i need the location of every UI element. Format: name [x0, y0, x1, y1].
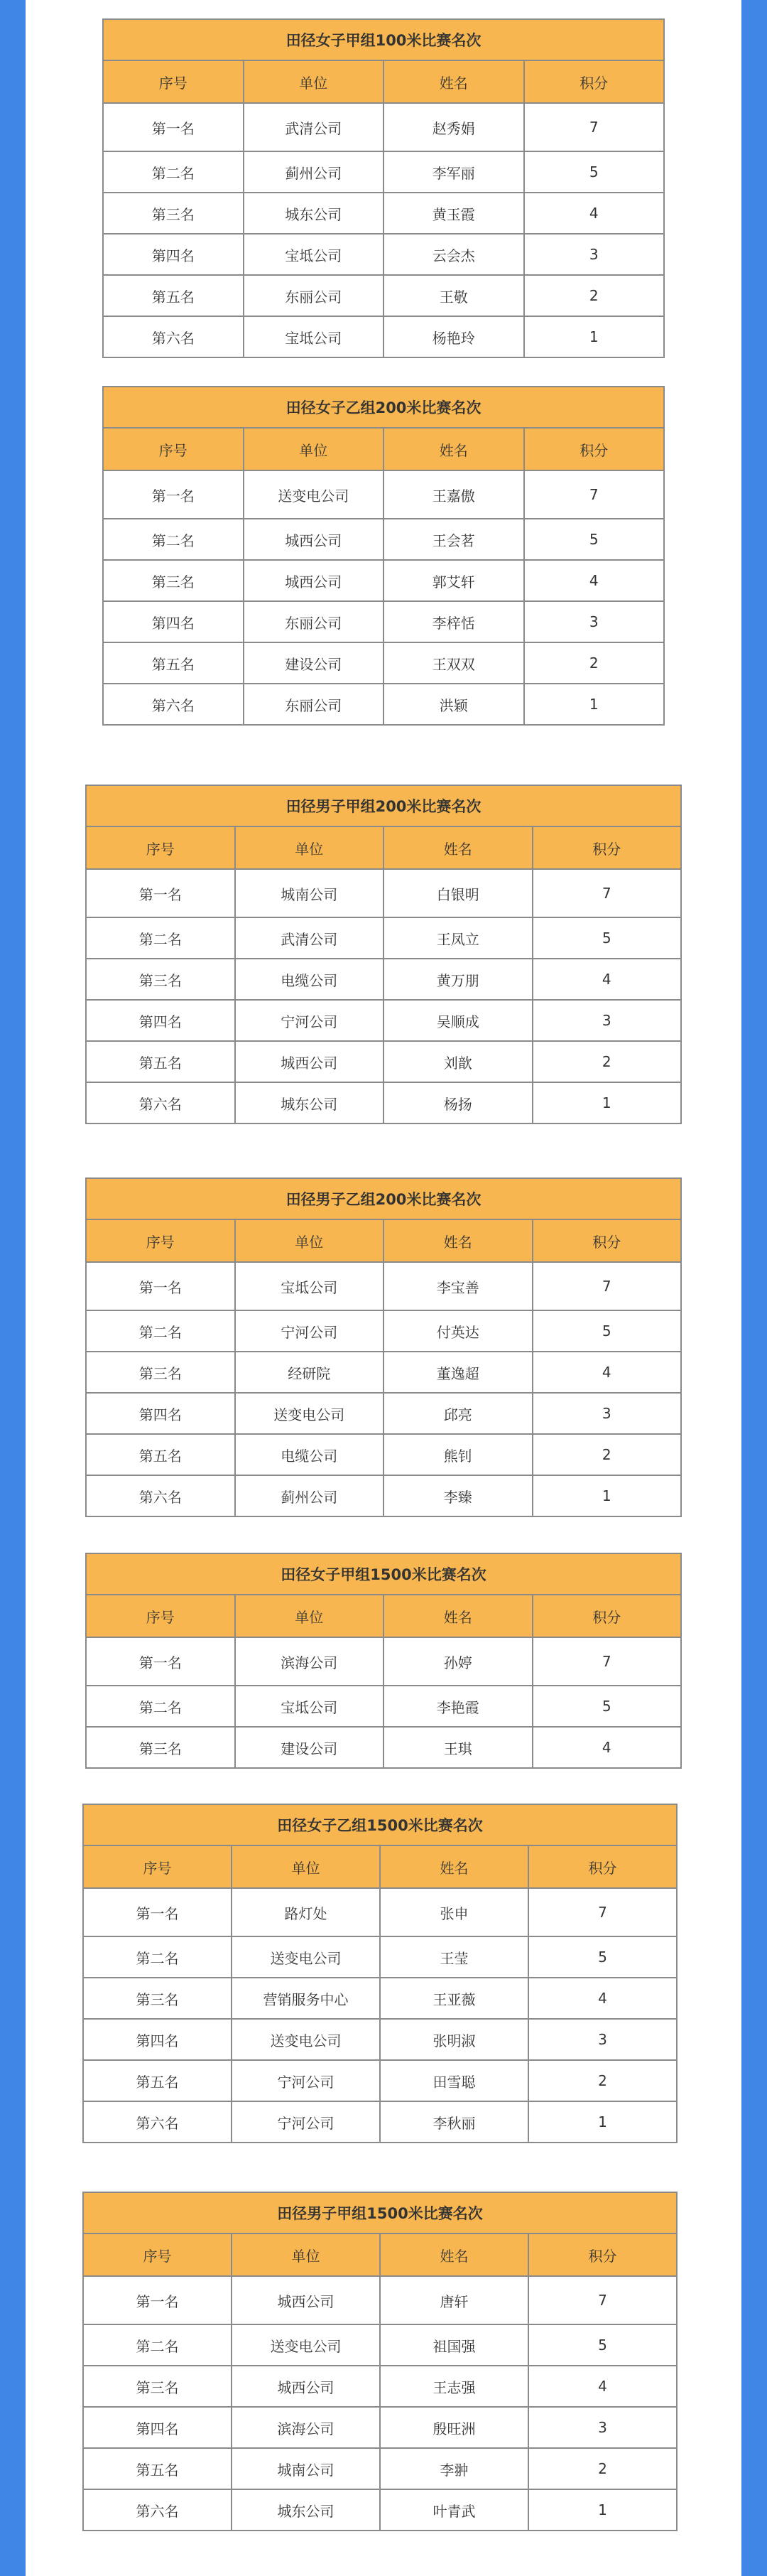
cell-points: 3 [528, 2019, 677, 2060]
cell-rank: 第三名 [86, 1352, 235, 1393]
cell-unit: 蓟州公司 [235, 1475, 384, 1516]
cell-name: 李艳霞 [384, 1686, 533, 1727]
cell-name: 李军丽 [384, 151, 524, 193]
column-header-unit: 单位 [244, 60, 384, 103]
cell-unit: 宝坻公司 [244, 316, 384, 357]
cell-rank: 第二名 [103, 519, 244, 560]
cell-points: 5 [533, 917, 682, 959]
cell-unit: 路灯处 [232, 1888, 380, 1936]
cell-rank: 第六名 [103, 316, 244, 357]
cell-name: 白银明 [384, 869, 533, 917]
cell-name: 王凤立 [384, 917, 533, 959]
cell-name: 田雪聪 [380, 2060, 528, 2101]
column-header-rank: 序号 [86, 826, 235, 869]
cell-unit: 武清公司 [235, 917, 384, 959]
column-header-unit: 单位 [235, 1595, 384, 1637]
cell-points: 4 [533, 959, 682, 1000]
cell-name: 赵秀娟 [384, 103, 524, 151]
cell-name: 王会茗 [384, 519, 524, 560]
cell-unit: 滨海公司 [232, 2407, 380, 2448]
column-header-name: 姓名 [384, 826, 533, 869]
cell-unit: 送变电公司 [232, 2324, 380, 2366]
cell-unit: 宝坻公司 [235, 1262, 384, 1310]
cell-rank: 第四名 [86, 1000, 235, 1041]
cell-points: 7 [533, 869, 682, 917]
table-row [103, 601, 664, 642]
cell-points: 4 [533, 1352, 682, 1393]
column-header-points: 积分 [533, 826, 682, 869]
column-header-name: 姓名 [384, 428, 524, 470]
table-title: 田径女子甲组1500米比赛名次 [86, 1553, 681, 1595]
cell-points: 3 [524, 601, 665, 642]
cell-name: 李臻 [384, 1475, 533, 1516]
cell-points: 5 [533, 1310, 682, 1352]
cell-unit: 城西公司 [244, 519, 384, 560]
cell-rank: 第一名 [86, 1262, 235, 1310]
cell-name: 刘歆 [384, 1041, 533, 1082]
column-header-rank: 序号 [103, 428, 244, 470]
cell-points: 7 [524, 470, 665, 519]
cell-points: 3 [524, 234, 665, 275]
cell-points: 1 [528, 2489, 677, 2531]
table-row [83, 1978, 677, 2019]
column-header-rank: 序号 [83, 2233, 232, 2276]
cell-name: 祖国强 [380, 2324, 528, 2366]
cell-points: 1 [528, 2101, 677, 2143]
table-row [103, 103, 664, 151]
cell-unit: 送变电公司 [244, 470, 384, 519]
cell-rank: 第二名 [86, 1686, 235, 1727]
cell-name: 郭艾轩 [384, 560, 524, 601]
cell-unit: 电缆公司 [235, 959, 384, 1000]
table-row [103, 234, 664, 275]
cell-rank: 第一名 [103, 103, 244, 151]
table-row [103, 275, 664, 316]
table-title: 田径男子甲组1500米比赛名次 [83, 2192, 677, 2233]
cell-rank: 第二名 [83, 1936, 232, 1978]
cell-points: 1 [533, 1082, 682, 1123]
cell-name: 洪颖 [384, 684, 524, 725]
table-row [86, 1434, 681, 1475]
table-title: 田径男子乙组200米比赛名次 [86, 1178, 681, 1219]
table-row [103, 684, 664, 725]
cell-name: 王敬 [384, 275, 524, 316]
cell-points: 7 [528, 2276, 677, 2324]
cell-name: 孙婷 [384, 1637, 533, 1686]
results-table [82, 1804, 678, 2143]
cell-unit: 建设公司 [235, 1727, 384, 1768]
cell-name: 殷旺洲 [380, 2407, 528, 2448]
cell-name: 黄万朋 [384, 959, 533, 1000]
cell-points: 5 [528, 2324, 677, 2366]
cell-points: 4 [528, 1978, 677, 2019]
table-row [83, 2060, 677, 2101]
cell-unit: 东丽公司 [244, 275, 384, 316]
cell-rank: 第五名 [83, 2060, 232, 2101]
cell-name: 王嘉傲 [384, 470, 524, 519]
column-header-name: 姓名 [384, 60, 524, 103]
table-row [83, 2448, 677, 2489]
cell-rank: 第四名 [83, 2019, 232, 2060]
watermark-logo-icon: ⓘ [28, 2553, 48, 2575]
cell-points: 3 [533, 1000, 682, 1041]
cell-unit: 城西公司 [235, 1041, 384, 1082]
column-header-points: 积分 [533, 1595, 682, 1637]
table-row [86, 1727, 681, 1768]
column-header-unit: 单位 [235, 1219, 384, 1262]
table-row [103, 151, 664, 193]
cell-rank: 第四名 [103, 601, 244, 642]
table-row [83, 2489, 677, 2531]
cell-unit: 建设公司 [244, 642, 384, 684]
cell-rank: 第二名 [83, 2324, 232, 2366]
table-row [103, 193, 664, 234]
cell-points: 4 [524, 560, 665, 601]
table-row [83, 1888, 677, 1936]
table-title: 田径男子甲组200米比赛名次 [86, 785, 681, 826]
cell-name: 李秋丽 [380, 2101, 528, 2143]
column-header-name: 姓名 [380, 1845, 528, 1888]
cell-unit: 城南公司 [235, 869, 384, 917]
cell-unit: 宁河公司 [235, 1310, 384, 1352]
column-header-points: 积分 [528, 1845, 677, 1888]
cell-name: 云会杰 [384, 234, 524, 275]
cell-points: 2 [528, 2060, 677, 2101]
cell-rank: 第四名 [86, 1393, 235, 1434]
table-row [86, 1637, 681, 1686]
cell-unit: 城西公司 [232, 2366, 380, 2407]
cell-points: 7 [524, 103, 665, 151]
cell-unit: 送变电公司 [232, 2019, 380, 2060]
cell-rank: 第二名 [86, 1310, 235, 1352]
table-row [86, 959, 681, 1000]
table-title: 田径女子甲组100米比赛名次 [103, 19, 664, 60]
table-row [83, 2019, 677, 2060]
cell-unit: 城东公司 [244, 193, 384, 234]
results-table [102, 386, 665, 726]
table-row [86, 1686, 681, 1727]
table-row [103, 316, 664, 357]
cell-points: 1 [533, 1475, 682, 1516]
table-row [83, 1936, 677, 1978]
cell-points: 3 [528, 2407, 677, 2448]
cell-name: 杨扬 [384, 1082, 533, 1123]
table-row [103, 560, 664, 601]
cell-rank: 第五名 [83, 2448, 232, 2489]
table-row [86, 1041, 681, 1082]
cell-name: 王双双 [384, 642, 524, 684]
cell-unit: 城西公司 [244, 560, 384, 601]
table-row [83, 2407, 677, 2448]
column-header-name: 姓名 [384, 1595, 533, 1637]
results-table [85, 1553, 682, 1769]
cell-points: 2 [524, 642, 665, 684]
cell-rank: 第六名 [83, 2101, 232, 2143]
column-header-points: 积分 [524, 60, 665, 103]
cell-unit: 蓟州公司 [244, 151, 384, 193]
cell-rank: 第二名 [103, 151, 244, 193]
cell-rank: 第四名 [83, 2407, 232, 2448]
table-row [86, 1475, 681, 1516]
column-header-unit: 单位 [232, 2233, 380, 2276]
cell-rank: 第二名 [86, 917, 235, 959]
cell-name: 张明淑 [380, 2019, 528, 2060]
cell-unit: 宝坻公司 [244, 234, 384, 275]
cell-points: 3 [533, 1393, 682, 1434]
column-header-rank: 序号 [86, 1219, 235, 1262]
column-header-points: 积分 [528, 2233, 677, 2276]
table-row [86, 1393, 681, 1434]
cell-unit: 送变电公司 [232, 1936, 380, 1978]
watermark [28, 2549, 160, 2575]
cell-rank: 第六名 [103, 684, 244, 725]
cell-rank: 第六名 [83, 2489, 232, 2531]
results-table [85, 1177, 682, 1517]
cell-points: 5 [528, 1936, 677, 1978]
column-header-rank: 序号 [86, 1595, 235, 1637]
cell-name: 付英达 [384, 1310, 533, 1352]
cell-rank: 第六名 [86, 1082, 235, 1123]
cell-points: 5 [524, 519, 665, 560]
cell-name: 张申 [380, 1888, 528, 1936]
cell-points: 4 [533, 1727, 682, 1768]
cell-points: 7 [528, 1888, 677, 1936]
cell-rank: 第一名 [83, 1888, 232, 1936]
column-header-rank: 序号 [83, 1845, 232, 1888]
cell-rank: 第五名 [103, 275, 244, 316]
results-table [82, 2192, 678, 2531]
cell-points: 4 [528, 2366, 677, 2407]
results-page [26, 0, 741, 2576]
cell-unit: 武清公司 [244, 103, 384, 151]
cell-unit: 东丽公司 [244, 601, 384, 642]
table-row [86, 1310, 681, 1352]
table-title: 田径女子乙组200米比赛名次 [103, 387, 664, 428]
cell-unit: 电缆公司 [235, 1434, 384, 1475]
cell-points: 7 [533, 1262, 682, 1310]
cell-rank: 第五名 [86, 1041, 235, 1082]
results-table [85, 785, 682, 1124]
cell-unit: 送变电公司 [235, 1393, 384, 1434]
cell-unit: 城东公司 [232, 2489, 380, 2531]
table-row [103, 470, 664, 519]
cell-name: 唐轩 [380, 2276, 528, 2324]
cell-name: 邱亮 [384, 1393, 533, 1434]
cell-points: 4 [524, 193, 665, 234]
results-table [102, 18, 665, 358]
cell-unit: 宝坻公司 [235, 1686, 384, 1727]
watermark-text: 大众网 · 海报 [50, 2553, 160, 2575]
cell-rank: 第三名 [103, 560, 244, 601]
column-header-name: 姓名 [380, 2233, 528, 2276]
cell-name: 王莹 [380, 1936, 528, 1978]
cell-name: 李梓恬 [384, 601, 524, 642]
cell-points: 5 [524, 151, 665, 193]
cell-name: 杨艳玲 [384, 316, 524, 357]
table-title: 田径女子乙组1500米比赛名次 [83, 1804, 677, 1845]
cell-unit: 东丽公司 [244, 684, 384, 725]
cell-name: 王亚薇 [380, 1978, 528, 2019]
table-row [103, 519, 664, 560]
cell-unit: 城东公司 [235, 1082, 384, 1123]
cell-points: 7 [533, 1637, 682, 1686]
cell-rank: 第五名 [103, 642, 244, 684]
table-row [86, 917, 681, 959]
cell-points: 5 [533, 1686, 682, 1727]
table-row [83, 2366, 677, 2407]
cell-rank: 第一名 [83, 2276, 232, 2324]
table-row [86, 1082, 681, 1123]
cell-rank: 第三名 [83, 1978, 232, 2019]
column-header-points: 积分 [533, 1219, 682, 1262]
cell-name: 王琪 [384, 1727, 533, 1768]
column-header-unit: 单位 [244, 428, 384, 470]
cell-rank: 第五名 [86, 1434, 235, 1475]
cell-rank: 第三名 [86, 959, 235, 1000]
cell-unit: 滨海公司 [235, 1637, 384, 1686]
cell-name: 叶青武 [380, 2489, 528, 2531]
cell-name: 李翀 [380, 2448, 528, 2489]
table-row [103, 642, 664, 684]
cell-points: 2 [533, 1434, 682, 1475]
cell-points: 2 [533, 1041, 682, 1082]
column-header-name: 姓名 [384, 1219, 533, 1262]
cell-name: 王志强 [380, 2366, 528, 2407]
cell-name: 董逸超 [384, 1352, 533, 1393]
cell-unit: 宁河公司 [232, 2060, 380, 2101]
table-row [83, 2324, 677, 2366]
cell-rank: 第三名 [86, 1727, 235, 1768]
column-header-points: 积分 [524, 428, 665, 470]
cell-rank: 第四名 [103, 234, 244, 275]
cell-name: 吴顺成 [384, 1000, 533, 1041]
cell-rank: 第三名 [103, 193, 244, 234]
cell-name: 熊钊 [384, 1434, 533, 1475]
cell-rank: 第三名 [83, 2366, 232, 2407]
column-header-rank: 序号 [103, 60, 244, 103]
cell-unit: 城南公司 [232, 2448, 380, 2489]
table-row [86, 1262, 681, 1310]
cell-points: 1 [524, 316, 665, 357]
cell-name: 李宝善 [384, 1262, 533, 1310]
column-header-unit: 单位 [235, 826, 384, 869]
column-header-unit: 单位 [232, 1845, 380, 1888]
table-row [86, 1352, 681, 1393]
cell-points: 1 [524, 684, 665, 725]
cell-name: 黄玉霞 [384, 193, 524, 234]
cell-points: 2 [524, 275, 665, 316]
table-row [83, 2276, 677, 2324]
cell-points: 2 [528, 2448, 677, 2489]
table-row [83, 2101, 677, 2143]
table-row [86, 1000, 681, 1041]
cell-unit: 营销服务中心 [232, 1978, 380, 2019]
cell-rank: 第一名 [86, 1637, 235, 1686]
table-row [86, 869, 681, 917]
cell-unit: 宁河公司 [235, 1000, 384, 1041]
cell-unit: 经研院 [235, 1352, 384, 1393]
cell-unit: 城西公司 [232, 2276, 380, 2324]
cell-rank: 第一名 [103, 470, 244, 519]
cell-unit: 宁河公司 [232, 2101, 380, 2143]
cell-rank: 第六名 [86, 1475, 235, 1516]
cell-rank: 第一名 [86, 869, 235, 917]
